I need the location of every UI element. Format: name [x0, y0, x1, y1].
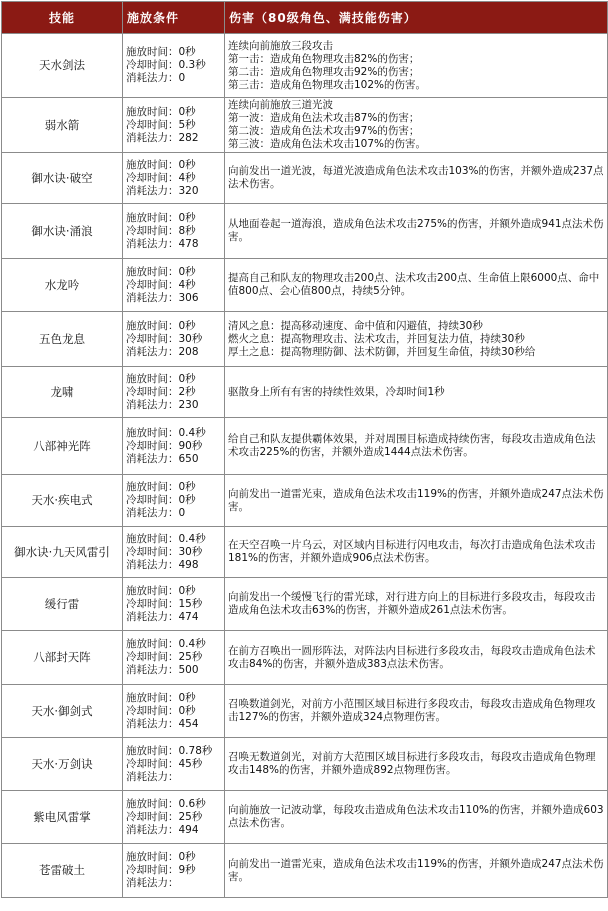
cast-conditions [123, 34, 225, 98]
cooldown-time [126, 651, 222, 664]
cast-time [126, 638, 222, 651]
damage-description [225, 685, 608, 738]
mana-cost-label: 消耗法力： [126, 398, 179, 411]
damage-line: 第一波：造成角色法术攻击87%的伤害； [228, 112, 420, 124]
cast-conditions [123, 844, 225, 898]
cast-time-value: 0秒 [178, 158, 196, 171]
mana-cost-label: 消耗法力： [126, 664, 179, 676]
cooldown-time-label: 冷却时间： [126, 494, 179, 506]
cast-time-label: 施放时间： [126, 319, 179, 332]
cooldown-time-value: 4秒 [178, 171, 196, 184]
mana-cost [126, 185, 222, 198]
table-body [2, 34, 608, 898]
mana-cost [126, 664, 222, 677]
cooldown-time-value: 0秒 [178, 704, 196, 717]
skill-name: 龙啸 [2, 367, 123, 418]
mana-cost-label: 消耗法力： [126, 507, 179, 519]
cooldown-time [126, 598, 222, 611]
table-row [2, 791, 608, 844]
mana-cost-label: 消耗法力： [126, 877, 179, 889]
table-row [2, 259, 608, 312]
cast-time-label: 施放时间： [126, 426, 179, 439]
damage-line: 向前发出一个缓慢飞行的雷光球，对行进方向上的目标进行多段攻击，每段攻击造成角色法术攻击63%的伤害，并额外造成261点法术伤害。 [228, 591, 596, 616]
damage-line: 燃火之息：提高物理攻击、法术攻击，并回复法力值，持续30秒 [228, 332, 525, 345]
table-row [2, 685, 608, 738]
cooldown-time-label: 冷却时间： [126, 704, 179, 717]
damage-line: 第三波：造成角色法术攻击107%的伤害。 [228, 138, 427, 150]
cast-time-value: 0秒 [178, 851, 196, 863]
cast-time-value: 0秒 [178, 46, 196, 58]
cast-conditions [123, 312, 225, 367]
mana-cost-value: 500 [178, 664, 199, 676]
cast-time [126, 427, 222, 440]
cast-time-label: 施放时间： [126, 265, 179, 278]
mana-cost-value: 320 [178, 184, 199, 197]
damage-description [225, 791, 608, 844]
cooldown-time-label: 冷却时间： [126, 385, 179, 398]
cooldown-time-value: 4秒 [178, 278, 196, 291]
cast-time-label: 施放时间： [126, 851, 179, 863]
header-row [2, 2, 608, 34]
table-row [2, 418, 608, 475]
cooldown-time [126, 279, 222, 292]
damage-description [225, 527, 608, 578]
damage-description [225, 418, 608, 475]
mana-cost-label: 消耗法力： [126, 452, 179, 465]
skill-name: 水龙吟 [2, 259, 123, 312]
cooldown-time-value: 25秒 [178, 810, 203, 823]
skill-name: 御水诀·涌浪 [2, 204, 123, 259]
damage-description [225, 153, 608, 204]
cooldown-time-value: 8秒 [178, 224, 196, 237]
cooldown-time-label: 冷却时间： [126, 278, 179, 291]
cooldown-time [126, 333, 222, 346]
damage-description [225, 844, 608, 898]
damage-line: 厚土之息：提高物理防御、法术防御，并回复生命值，持续30秒给 [228, 345, 536, 358]
cast-conditions [123, 631, 225, 685]
damage-description [225, 204, 608, 259]
cooldown-time-value: 2秒 [178, 385, 196, 398]
cast-time [126, 798, 222, 811]
cast-conditions [123, 578, 225, 631]
cast-time-label: 施放时间： [126, 105, 179, 118]
damage-description [225, 578, 608, 631]
cooldown-time [126, 172, 222, 185]
cast-time [126, 106, 222, 119]
cooldown-time-value: 25秒 [178, 651, 203, 663]
cast-time-label: 施放时间： [126, 158, 179, 171]
damage-description [225, 367, 608, 418]
mana-cost-value: 208 [178, 345, 199, 358]
damage-description [225, 631, 608, 685]
damage-line: 第一击：造成角色物理攻击82%的伤害； [228, 52, 420, 65]
cast-time-value: 0秒 [178, 584, 196, 597]
skills-table [1, 1, 608, 898]
cast-time-value: 0秒 [178, 372, 196, 385]
cast-time-value: 0秒 [178, 319, 196, 332]
mana-cost [126, 718, 222, 731]
table-row [2, 844, 608, 898]
cooldown-time-label: 冷却时间： [126, 332, 179, 345]
damage-line: 连续向前施放三段攻击 [228, 39, 333, 52]
cooldown-time-label: 冷却时间： [126, 864, 179, 876]
mana-cost-value: 230 [178, 398, 199, 411]
mana-cost-label: 消耗法力： [126, 72, 179, 84]
table-row [2, 578, 608, 631]
skill-name: 天水剑法 [2, 34, 123, 98]
cast-time-value: 0.6秒 [178, 797, 206, 810]
mana-cost [126, 507, 222, 520]
cooldown-time-label: 冷却时间： [126, 224, 179, 237]
cooldown-time-value: 90秒 [178, 439, 203, 452]
cast-time-label: 施放时间： [126, 584, 179, 597]
damage-line: 召唤无数道剑光，对前方大范围区域目标进行多段攻击，每段攻击造成角色物理攻击148%的伤害，并额外造成892点物理伤害。 [228, 751, 596, 776]
table-row [2, 367, 608, 418]
mana-cost [126, 559, 222, 572]
cast-time-label: 施放时间： [126, 744, 179, 757]
cooldown-time [126, 811, 222, 824]
cooldown-time [126, 225, 222, 238]
damage-line: 第二击：造成角色物理攻击92%的伤害； [228, 65, 420, 78]
cooldown-time [126, 546, 222, 559]
cooldown-time-label: 冷却时间： [126, 651, 179, 663]
mana-cost-value: 282 [178, 131, 199, 144]
cooldown-time-label: 冷却时间： [126, 171, 179, 184]
cooldown-time-value: 45秒 [178, 757, 203, 770]
cast-time-label: 施放时间： [126, 691, 179, 704]
cast-time-label: 施放时间： [126, 372, 179, 385]
skill-name: 五色龙息 [2, 312, 123, 367]
cast-time-label: 施放时间： [126, 481, 179, 493]
cast-conditions [123, 791, 225, 844]
mana-cost-value: 306 [178, 291, 199, 304]
skill-name: 苍雷破土 [2, 844, 123, 898]
cooldown-time-value: 0.3秒 [178, 59, 206, 71]
cooldown-time [126, 440, 222, 453]
cast-time [126, 692, 222, 705]
damage-line: 连续向前施放三道光波 [228, 99, 333, 111]
cooldown-time [126, 59, 222, 72]
cast-time-value: 0.4秒 [178, 426, 206, 439]
mana-cost-label: 消耗法力： [126, 131, 179, 144]
damage-description [225, 475, 608, 527]
cast-conditions [123, 527, 225, 578]
skill-name: 紫电风雷掌 [2, 791, 123, 844]
damage-line: 第三击：造成角色物理攻击102%的伤害。 [228, 78, 427, 91]
cast-time [126, 745, 222, 758]
mana-cost [126, 771, 222, 784]
mana-cost [126, 292, 222, 305]
cooldown-time-label: 冷却时间： [126, 439, 179, 452]
cast-conditions [123, 475, 225, 527]
skill-name: 缓行雷 [2, 578, 123, 631]
cast-time-value: 0.4秒 [178, 638, 206, 650]
cast-time-label: 施放时间： [126, 638, 179, 650]
cast-time [126, 266, 222, 279]
mana-cost-value: 0 [178, 507, 186, 519]
cast-time [126, 373, 222, 386]
skill-name: 天水·万剑诀 [2, 738, 123, 791]
mana-cost-value: 0 [178, 72, 186, 84]
header-condition: 施放条件 [123, 2, 225, 34]
header-skill: 技能 [2, 2, 123, 34]
skill-name: 八部神光阵 [2, 418, 123, 475]
mana-cost-value: 474 [178, 610, 199, 623]
table-row [2, 204, 608, 259]
table-row [2, 738, 608, 791]
cooldown-time-value: 30秒 [178, 332, 203, 345]
cast-time-value: 0秒 [178, 105, 196, 118]
cooldown-time [126, 119, 222, 132]
cooldown-time [126, 758, 222, 771]
damage-line: 提高自己和队友的物理攻击200点、法术攻击200点、生命值上限6000点、命中值800点、会心值800点，持续5分钟。 [228, 272, 600, 297]
cast-conditions [123, 153, 225, 204]
cooldown-time-label: 冷却时间： [126, 757, 179, 770]
cast-time-label: 施放时间： [126, 46, 179, 58]
mana-cost [126, 238, 222, 251]
mana-cost-label: 消耗法力： [126, 770, 179, 783]
cast-conditions [123, 98, 225, 153]
damage-line: 向前发出一道光波，每道光波造成角色法术攻击103%的伤害，并额外造成237点法术伤害。 [228, 165, 604, 190]
damage-line: 驱散身上所有有害的持续性效果，冷却时间1秒 [228, 385, 445, 398]
cast-time-value: 0秒 [178, 691, 196, 704]
damage-line: 给自己和队友提供霸体效果，并对周围目标造成持续伤害，每段攻击造成角色法术攻击225%的伤害，并额外造成1444点法术伤害。 [228, 433, 596, 458]
table-row [2, 631, 608, 685]
cast-time-label: 施放时间： [126, 532, 179, 545]
cast-time-label: 施放时间： [126, 797, 179, 810]
cooldown-time-label: 冷却时间： [126, 59, 179, 71]
cast-time [126, 212, 222, 225]
cast-time [126, 851, 222, 864]
cast-conditions [123, 738, 225, 791]
cast-time [126, 533, 222, 546]
damage-description [225, 98, 608, 153]
damage-line: 第二波：造成角色法术攻击97%的伤害； [228, 125, 420, 137]
cooldown-time-label: 冷却时间： [126, 597, 179, 610]
damage-line: 向前施放一记波动掌，每段攻击造成角色法术攻击110%的伤害，并额外造成603点法术伤害。 [228, 804, 604, 829]
cooldown-time [126, 494, 222, 507]
damage-line: 在天空召唤一片乌云，对区域内目标进行闪电攻击，每次打击造成角色法术攻击181%的伤害，并额外造成906点法术伤害。 [228, 539, 596, 564]
mana-cost-value: 494 [178, 823, 199, 836]
damage-line: 召唤数道剑光，对前方小范围区域目标进行多段攻击，每段攻击造成角色物理攻击127%的伤害，并额外造成324点物理伤害。 [228, 698, 596, 723]
skill-name: 天水·御剑式 [2, 685, 123, 738]
mana-cost-label: 消耗法力： [126, 823, 179, 836]
mana-cost [126, 453, 222, 466]
skill-name: 天水·疾电式 [2, 475, 123, 527]
mana-cost-label: 消耗法力： [126, 610, 179, 623]
cooldown-time-value: 5秒 [178, 118, 196, 131]
cooldown-time-value: 9秒 [178, 864, 196, 876]
mana-cost-label: 消耗法力： [126, 291, 179, 304]
table-row [2, 98, 608, 153]
cast-time-value: 0秒 [178, 211, 196, 224]
mana-cost-value: 498 [178, 558, 199, 571]
mana-cost-label: 消耗法力： [126, 345, 179, 358]
cooldown-time-value: 0秒 [178, 494, 196, 506]
cooldown-time-label: 冷却时间： [126, 545, 179, 558]
cast-conditions [123, 367, 225, 418]
skill-name: 御水诀·九天风雷引 [2, 527, 123, 578]
cast-time-value: 0秒 [178, 265, 196, 278]
damage-line: 向前发出一道雷光束，造成角色法术攻击119%的伤害，并额外造成247点法术伤害。 [228, 857, 604, 883]
mana-cost [126, 399, 222, 412]
mana-cost [126, 611, 222, 624]
mana-cost [126, 346, 222, 359]
mana-cost-label: 消耗法力： [126, 717, 179, 730]
table-row [2, 34, 608, 98]
cast-time-value: 0.4秒 [178, 532, 206, 545]
cast-time [126, 46, 222, 59]
header-damage: 伤害（80级角色、满技能伤害） [225, 2, 608, 34]
damage-line: 向前发出一道雷光束，造成角色法术攻击119%的伤害，并额外造成247点法术伤害。 [228, 487, 604, 513]
damage-line: 从地面卷起一道海浪，造成角色法术攻击275%的伤害，并额外造成941点法术伤害。 [228, 218, 604, 243]
table-row [2, 312, 608, 367]
cast-time-value: 0.78秒 [178, 744, 213, 757]
skill-name: 八部封天阵 [2, 631, 123, 685]
damage-description [225, 34, 608, 98]
mana-cost [126, 132, 222, 145]
mana-cost-value: 478 [178, 237, 199, 250]
mana-cost [126, 877, 222, 890]
damage-description [225, 312, 608, 367]
mana-cost [126, 824, 222, 837]
mana-cost-label: 消耗法力： [126, 558, 179, 571]
table-row [2, 527, 608, 578]
damage-line: 在前方召唤出一圆形阵法，对阵法内目标进行多段攻击，每段攻击造成角色法术攻击84%的伤害，并额外造成383点法术伤害。 [228, 644, 596, 670]
cooldown-time-label: 冷却时间： [126, 810, 179, 823]
damage-line: 清风之息：提高移动速度、命中值和闪避值，持续30秒 [228, 319, 483, 332]
mana-cost-label: 消耗法力： [126, 184, 179, 197]
cooldown-time-value: 15秒 [178, 597, 203, 610]
cast-conditions [123, 685, 225, 738]
cooldown-time [126, 864, 222, 877]
cast-time [126, 585, 222, 598]
skill-name: 弱水箭 [2, 98, 123, 153]
mana-cost-value: 454 [178, 717, 199, 730]
skill-name: 御水诀·破空 [2, 153, 123, 204]
cast-time-label: 施放时间： [126, 211, 179, 224]
damage-description [225, 259, 608, 312]
cast-time [126, 159, 222, 172]
mana-cost-label: 消耗法力： [126, 237, 179, 250]
table-row [2, 475, 608, 527]
table-row [2, 153, 608, 204]
cast-conditions [123, 418, 225, 475]
cooldown-time [126, 386, 222, 399]
cast-conditions [123, 204, 225, 259]
cooldown-time [126, 705, 222, 718]
cast-conditions [123, 259, 225, 312]
cast-time [126, 481, 222, 494]
mana-cost [126, 72, 222, 85]
cast-time-value: 0秒 [178, 481, 196, 493]
cast-time [126, 320, 222, 333]
cooldown-time-label: 冷却时间： [126, 118, 179, 131]
cooldown-time-value: 30秒 [178, 545, 203, 558]
mana-cost-value: 650 [178, 452, 199, 465]
damage-description [225, 738, 608, 791]
